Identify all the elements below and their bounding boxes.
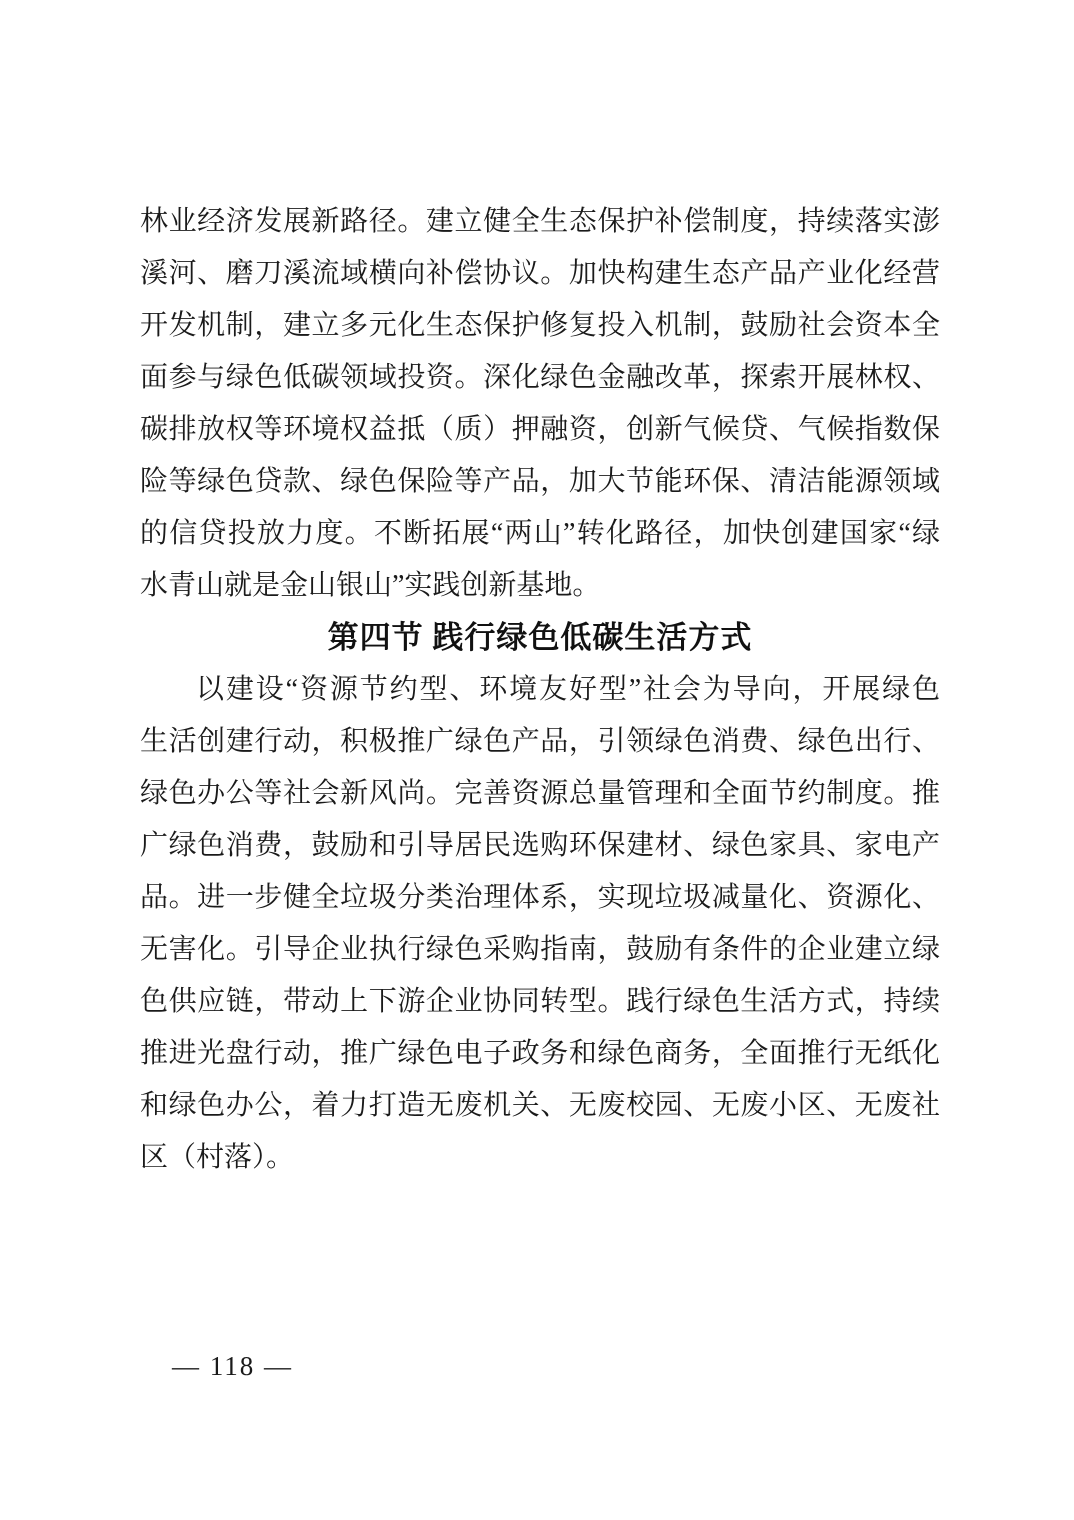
- body-line: 碳排放权等环境权益抵（质）押融资，创新气候贷、气候指数保: [140, 414, 940, 445]
- body-line: 面参与绿色低碳领域投资。深化绿色金融改革，探索开展林权、: [140, 362, 940, 393]
- body-line: 险等绿色贷款、绿色保险等产品，加大节能环保、清洁能源领域: [140, 466, 940, 497]
- page-number: — 118 —: [172, 1351, 293, 1381]
- body-line: 溪河、磨刀溪流域横向补偿协议。加快构建生态产品产业化经营: [140, 258, 940, 289]
- body-line: 开发机制，建立多元化生态保护修复投入机制，鼓励社会资本全: [140, 310, 940, 341]
- body-line: 以建设“资源节约型、环境友好型”社会为导向，开展绿色: [196, 674, 940, 705]
- body-line: 水青山就是金山银山”实践创新基地。: [140, 570, 601, 601]
- section-heading: 第四节 践行绿色低碳生活方式: [327, 620, 753, 655]
- body-line: 绿色办公等社会新风尚。完善资源总量管理和全面节约制度。推: [140, 778, 940, 809]
- body-line: 推进光盘行动，推广绿色电子政务和绿色商务，全面推行无纸化: [140, 1038, 940, 1069]
- body-line: 和绿色办公，着力打造无废机关、无废校园、无废小区、无废社: [140, 1090, 940, 1121]
- paragraph-1: [140, 196, 940, 612]
- body-line: 品。进一步健全垃圾分类治理体系，实现垃圾减量化、资源化、: [140, 882, 940, 913]
- paragraph-2: [140, 664, 940, 1184]
- body-line: 色供应链，带动上下游企业协同转型。践行绿色生活方式，持续: [140, 986, 940, 1017]
- body-line: 生活创建行动，积极推广绿色产品，引领绿色消费、绿色出行、: [140, 726, 940, 757]
- body-line: 无害化。引导企业执行绿色采购指南，鼓励有条件的企业建立绿: [140, 934, 940, 965]
- body-line: 的信贷投放力度。不断拓展“两山”转化路径，加快创建国家“绿: [140, 518, 940, 549]
- body-line: 区（村落）。: [140, 1142, 295, 1173]
- body-line: 林业经济发展新路径。建立健全生态保护补偿制度，持续落实澎: [140, 206, 940, 237]
- body-line: 广绿色消费，鼓励和引导居民选购环保建材、绿色家具、家电产: [140, 830, 940, 861]
- page-content: [140, 196, 940, 1184]
